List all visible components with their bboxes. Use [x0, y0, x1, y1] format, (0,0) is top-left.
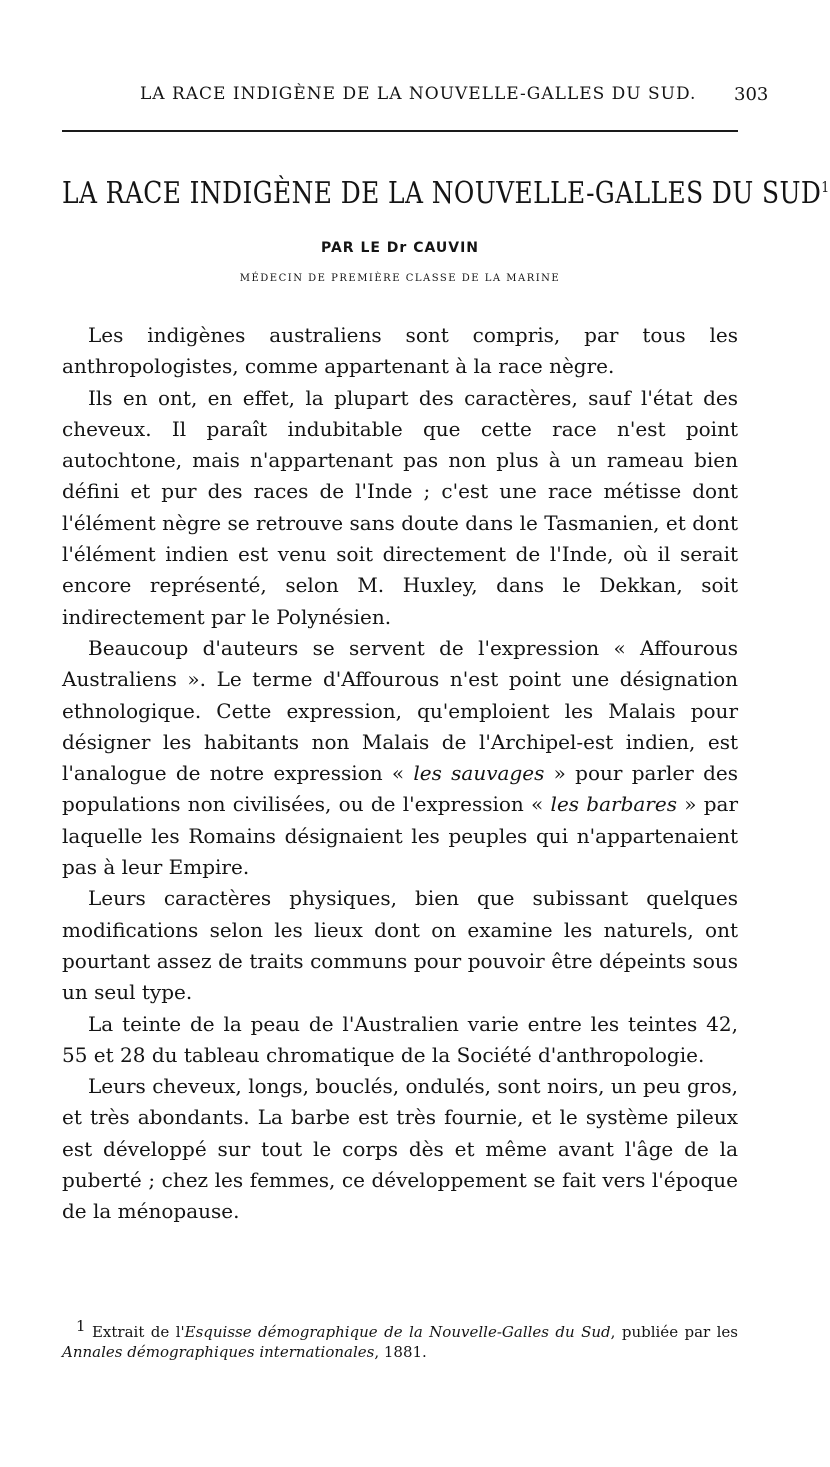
paragraph-4: Leurs caractères physiques, bien que subissant quelques modifications selon les lieux dont on examine les naturels, ont pourtant assez de traits communs pour pouvoir être dépeints sous un seul type.: [62, 886, 738, 1005]
footnote-part-a: Extrait de l': [91, 1323, 185, 1341]
running-head: LA RACE INDIGÈNE DE LA NOUVELLE-GALLES DU SUD.: [140, 84, 697, 104]
body-text: [62, 320, 738, 1228]
paragraph-3: [62, 633, 738, 883]
footnote-part-c: , 1881.: [374, 1343, 427, 1361]
italic-les-barbares: les barbares: [550, 792, 677, 817]
footnote-italic-source: Esquisse démographique de la Nouvelle-Galles du Sud: [184, 1323, 611, 1341]
footnote-part-b: , publiée par les: [610, 1323, 739, 1341]
header-rule: [62, 130, 738, 132]
footnote-reference: 1: [821, 178, 830, 196]
page-number: 303: [734, 84, 769, 105]
author-title: MÉDECIN DE PREMIÈRE CLASSE DE LA MARINE: [239, 273, 561, 284]
footnote-mark: 1: [76, 1317, 86, 1335]
article-title: [62, 176, 830, 211]
paragraph-6: Leurs cheveux, longs, bouclés, ondulés, sont noirs, un peu gros, et très abondants. La barbe est très fournie, et le système pileux est développé sur tout le corps dès et même avant l'âge de la puberté ; chez les femmes, ce développement se fait vers l'époque de la ménopause.: [62, 1074, 738, 1224]
paragraph-1: Les indigènes australiens sont compris, par tous les anthropologistes, comme appartenant à la race nègre.: [62, 323, 738, 379]
author-line: PAR LE Dr CAUVIN: [320, 240, 480, 256]
italic-les-sauvages: les sauvages: [413, 761, 545, 786]
footnote: [62, 1316, 738, 1362]
paragraph-2: Ils en ont, en effet, la plupart des caractères, sauf l'état des cheveux. Il paraît indubitable que cette race n'est point autochtone, mais n'appartenant pas non plus à un rameau bien défini et pur des races de l'Inde ; c'est une race métisse dont l'élément nègre se retrouve sans doute dans le Tasmanien, et dont l'élément indien est venu soit directement de l'Inde, où il serait encore représenté, selon M. Huxley, dans le Dekkan, soit indirectement par le Polynésien.: [62, 385, 738, 629]
article-title-text: LA RACE INDIGÈNE DE LA NOUVELLE-GALLES DU SUD: [62, 176, 822, 211]
paragraph-3-part-c: » par laquelle les Romains désignaient les peuples qui n'appartenaient pas à leur Empire.: [62, 792, 739, 880]
paragraph-3-part-a: Beaucoup d'auteurs se servent de l'expression « Affourous Australiens ». Le terme d'Affourous n'est point une désignation ethnologique. Cette expression, qu'emploient les Malais pour désigner les habitants non Malais de l'Archipel-est indien, est l'analogue de notre expression «: [62, 635, 738, 786]
footnote-text: [62, 1316, 738, 1362]
paragraph-5: La teinte de la peau de l'Australien varie entre les teintes 42, 55 et 28 du tableau chromatique de la Société d'anthropologie.: [62, 1011, 738, 1067]
footnote-italic-journal: Annales démographiques internationales: [62, 1343, 375, 1361]
paragraph-3-part-b: » pour parler des populations non civilisées, ou de l'expression «: [62, 761, 739, 817]
